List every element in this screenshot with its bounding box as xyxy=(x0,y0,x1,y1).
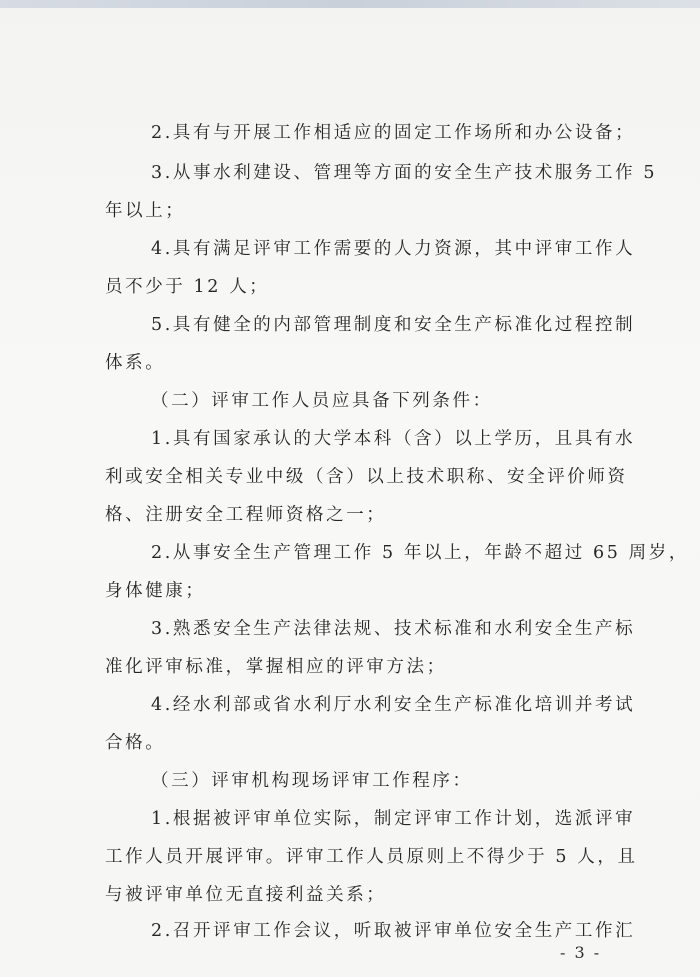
text-line-19: 1.根据被评审单位实际，制定评审工作计划，选派评审 xyxy=(151,809,636,829)
text-line-16: 4.经水利部或省水利厅水利安全生产标准化培训并考试 xyxy=(151,695,636,715)
text-line-21: 与被评审单位无直接利益关系； xyxy=(105,885,387,905)
text-line-5: 员不少于 12 人； xyxy=(105,277,270,297)
text-line-20: 工作人员开展评审。评审工作人员原则上不得少于 5 人，且 xyxy=(105,847,638,867)
text-line-10: 利或安全相关专业中级（含）以上技术职称、安全评价师资 xyxy=(105,467,628,487)
text-line-1: 2.具有与开展工作相适应的固定工作场所和办公设备； xyxy=(151,123,636,143)
page-number: - 3 - xyxy=(560,943,602,962)
text-line-13: 身体健康； xyxy=(105,581,206,601)
text-line-15: 准化评审标准，掌握相应的评审方法； xyxy=(105,657,447,677)
text-line-7: 体系。 xyxy=(105,353,166,373)
text-line-17: 合格。 xyxy=(105,733,166,753)
text-line-4: 4.具有满足评审工作需要的人力资源，其中评审工作人 xyxy=(151,239,636,259)
text-line-2: 3.从事水利建设、管理等方面的安全生产技术服务工作 5 xyxy=(151,163,658,183)
section-heading-2: （二）评审工作人员应具备下列条件： xyxy=(151,391,493,411)
text-line-11: 格、注册安全工程师资格之一； xyxy=(105,505,387,525)
text-line-22: 2.召开评审工作会议，听取被评审单位安全生产工作汇 xyxy=(151,921,636,941)
section-heading-3: （三）评审机构现场评审工作程序： xyxy=(151,771,473,791)
text-line-9: 1.具有国家承认的大学本科（含）以上学历，且具有水 xyxy=(151,429,636,449)
text-line-12: 2.从事安全生产管理工作 5 年以上，年龄不超过 65 周岁， xyxy=(151,543,689,563)
text-line-14: 3.熟悉安全生产法律法规、技术标准和水利安全生产标 xyxy=(151,619,636,639)
text-line-6: 5.具有健全的内部管理制度和安全生产标准化过程控制 xyxy=(151,315,636,335)
scan-top-edge xyxy=(0,0,700,8)
text-line-3: 年以上； xyxy=(105,201,186,221)
